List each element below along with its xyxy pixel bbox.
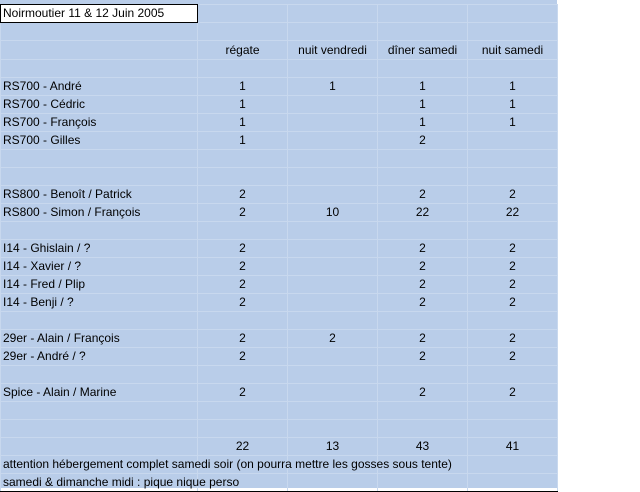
value-cell[interactable] bbox=[468, 420, 558, 438]
title-row bbox=[1, 5, 558, 23]
cell[interactable] bbox=[468, 474, 558, 492]
value-cell[interactable]: 1 bbox=[288, 78, 378, 96]
table-row bbox=[1, 114, 558, 132]
value-cell[interactable]: 22 bbox=[378, 204, 468, 222]
table-row bbox=[1, 258, 558, 276]
row-label[interactable]: RS700 - François bbox=[1, 114, 198, 132]
value-cell[interactable]: 2 bbox=[288, 330, 378, 348]
value-cell[interactable] bbox=[288, 186, 378, 204]
value-cell[interactable] bbox=[198, 312, 288, 330]
note-row bbox=[1, 474, 558, 492]
cell[interactable] bbox=[1, 23, 198, 41]
value-cell[interactable]: 1 bbox=[378, 78, 468, 96]
cell[interactable] bbox=[198, 5, 288, 23]
value-cell[interactable]: 2 bbox=[468, 258, 558, 276]
row-label[interactable] bbox=[1, 420, 198, 438]
value-cell[interactable] bbox=[198, 150, 288, 168]
value-cell[interactable]: 41 bbox=[468, 438, 558, 456]
title-cell[interactable]: Noirmoutier 11 & 12 Juin 2005 bbox=[1, 5, 198, 23]
row-label[interactable] bbox=[1, 312, 198, 330]
value-cell[interactable]: 2 bbox=[378, 330, 468, 348]
value-cell[interactable] bbox=[288, 420, 378, 438]
table-row bbox=[1, 240, 558, 258]
value-cell[interactable]: 2 bbox=[378, 384, 468, 402]
note-row bbox=[1, 456, 558, 474]
value-cell[interactable] bbox=[378, 222, 468, 240]
value-cell[interactable] bbox=[378, 168, 468, 186]
value-cell[interactable]: 1 bbox=[198, 114, 288, 132]
row-label[interactable]: RS700 - Gilles bbox=[1, 132, 198, 150]
spreadsheet-grid bbox=[0, 4, 558, 492]
value-cell[interactable] bbox=[468, 168, 558, 186]
row-label[interactable]: 29er - Alain / François bbox=[1, 330, 198, 348]
value-cell[interactable] bbox=[378, 60, 468, 78]
row-label[interactable] bbox=[1, 222, 198, 240]
value-cell[interactable]: 1 bbox=[198, 78, 288, 96]
value-cell[interactable]: 2 bbox=[198, 186, 288, 204]
value-cell[interactable] bbox=[288, 150, 378, 168]
value-cell[interactable] bbox=[468, 132, 558, 150]
value-cell[interactable]: 2 bbox=[198, 276, 288, 294]
value-cell[interactable] bbox=[198, 420, 288, 438]
value-cell[interactable]: 2 bbox=[378, 186, 468, 204]
value-cell[interactable]: 2 bbox=[198, 330, 288, 348]
value-cell[interactable]: 1 bbox=[378, 96, 468, 114]
value-cell[interactable] bbox=[378, 366, 468, 384]
value-cell[interactable] bbox=[198, 168, 288, 186]
table-row bbox=[1, 204, 558, 222]
table-row bbox=[1, 60, 558, 78]
value-cell[interactable] bbox=[288, 402, 378, 420]
value-cell[interactable] bbox=[288, 348, 378, 366]
cell[interactable] bbox=[468, 23, 558, 41]
table-row bbox=[1, 78, 558, 96]
table-row bbox=[1, 384, 558, 402]
value-cell[interactable]: 2 bbox=[378, 294, 468, 312]
value-cell[interactable]: 2 bbox=[198, 384, 288, 402]
value-cell[interactable]: 2 bbox=[378, 348, 468, 366]
table-row bbox=[1, 186, 558, 204]
table-row bbox=[1, 132, 558, 150]
value-cell[interactable]: 2 bbox=[468, 276, 558, 294]
value-cell[interactable]: 2 bbox=[468, 294, 558, 312]
value-cell[interactable]: 2 bbox=[378, 240, 468, 258]
value-cell[interactable]: 1 bbox=[468, 78, 558, 96]
row-label[interactable] bbox=[1, 168, 198, 186]
value-cell[interactable]: 10 bbox=[288, 204, 378, 222]
row-label[interactable]: RS800 - Simon / François bbox=[1, 204, 198, 222]
value-cell[interactable] bbox=[468, 312, 558, 330]
row-label[interactable]: RS800 - Benoît / Patrick bbox=[1, 186, 198, 204]
table-row bbox=[1, 150, 558, 168]
row-label[interactable] bbox=[1, 438, 198, 456]
value-cell[interactable] bbox=[378, 150, 468, 168]
value-cell[interactable]: 2 bbox=[378, 276, 468, 294]
value-cell[interactable]: 2 bbox=[198, 204, 288, 222]
header-row bbox=[1, 41, 558, 60]
value-cell[interactable]: 2 bbox=[198, 294, 288, 312]
cell[interactable] bbox=[378, 5, 468, 23]
row-label[interactable] bbox=[1, 60, 198, 78]
value-cell[interactable]: 2 bbox=[468, 348, 558, 366]
cell[interactable] bbox=[198, 23, 288, 41]
value-cell[interactable] bbox=[288, 312, 378, 330]
value-cell[interactable] bbox=[468, 222, 558, 240]
row-label[interactable]: I14 - Fred / Plip bbox=[1, 276, 198, 294]
value-cell[interactable] bbox=[288, 168, 378, 186]
table-row bbox=[1, 438, 558, 456]
value-cell[interactable] bbox=[288, 222, 378, 240]
table-row bbox=[1, 222, 558, 240]
note-cell[interactable]: samedi & dimanche midi : pique nique perso bbox=[1, 474, 198, 492]
value-cell[interactable]: 2 bbox=[378, 258, 468, 276]
row-label[interactable] bbox=[1, 366, 198, 384]
cell[interactable] bbox=[288, 5, 378, 23]
value-cell[interactable] bbox=[288, 294, 378, 312]
header-diner-samedi[interactable]: dîner samedi bbox=[378, 41, 468, 60]
value-cell[interactable]: 43 bbox=[378, 438, 468, 456]
value-cell[interactable]: 1 bbox=[198, 96, 288, 114]
value-cell[interactable] bbox=[198, 402, 288, 420]
value-cell[interactable] bbox=[198, 222, 288, 240]
value-cell[interactable] bbox=[288, 276, 378, 294]
value-cell[interactable]: 1 bbox=[468, 96, 558, 114]
table-row bbox=[1, 330, 558, 348]
header-nuit-samedi[interactable]: nuit samedi bbox=[468, 41, 558, 60]
value-cell[interactable] bbox=[378, 312, 468, 330]
value-cell[interactable] bbox=[288, 240, 378, 258]
value-cell[interactable]: 1 bbox=[468, 114, 558, 132]
value-cell[interactable] bbox=[288, 96, 378, 114]
table-row bbox=[1, 294, 558, 312]
value-cell[interactable]: 2 bbox=[198, 348, 288, 366]
table-row bbox=[1, 366, 558, 384]
cell[interactable] bbox=[468, 456, 558, 474]
value-cell[interactable] bbox=[288, 366, 378, 384]
cell[interactable] bbox=[288, 23, 378, 41]
row-label[interactable] bbox=[1, 402, 198, 420]
value-cell[interactable]: 22 bbox=[198, 438, 288, 456]
value-cell[interactable] bbox=[288, 60, 378, 78]
value-cell[interactable]: 2 bbox=[468, 240, 558, 258]
row-label[interactable]: 29er - André / ? bbox=[1, 348, 198, 366]
row-label[interactable]: Spice - Alain / Marine bbox=[1, 384, 198, 402]
table-row bbox=[1, 402, 558, 420]
value-cell[interactable] bbox=[378, 420, 468, 438]
value-cell[interactable] bbox=[468, 150, 558, 168]
header-nuit-vendredi[interactable]: nuit vendredi bbox=[288, 41, 378, 60]
value-cell[interactable]: 22 bbox=[468, 204, 558, 222]
value-cell[interactable]: 2 bbox=[198, 240, 288, 258]
cell[interactable] bbox=[1, 41, 198, 60]
value-cell[interactable] bbox=[468, 402, 558, 420]
header-regate[interactable]: régate bbox=[198, 41, 288, 60]
cell[interactable] bbox=[378, 23, 468, 41]
value-cell[interactable]: 13 bbox=[288, 438, 378, 456]
value-cell[interactable] bbox=[198, 366, 288, 384]
table-row bbox=[1, 276, 558, 294]
value-cell[interactable]: 2 bbox=[198, 258, 288, 276]
value-cell[interactable]: 2 bbox=[468, 384, 558, 402]
row-label[interactable]: I14 - Xavier / ? bbox=[1, 258, 198, 276]
table-row bbox=[1, 348, 558, 366]
row-label[interactable]: RS700 - André bbox=[1, 78, 198, 96]
row-label[interactable] bbox=[1, 150, 198, 168]
row-label[interactable]: RS700 - Cédric bbox=[1, 96, 198, 114]
value-cell[interactable] bbox=[288, 258, 378, 276]
value-cell[interactable]: 1 bbox=[378, 114, 468, 132]
value-cell[interactable]: 2 bbox=[468, 330, 558, 348]
value-cell[interactable]: 2 bbox=[378, 132, 468, 150]
table-row bbox=[1, 312, 558, 330]
row-label[interactable]: I14 - Ghislain / ? bbox=[1, 240, 198, 258]
table-row bbox=[1, 168, 558, 186]
empty-row bbox=[1, 23, 558, 41]
value-cell[interactable] bbox=[468, 60, 558, 78]
value-cell[interactable] bbox=[288, 114, 378, 132]
cell[interactable] bbox=[468, 5, 558, 23]
cell[interactable] bbox=[378, 474, 468, 492]
value-cell[interactable] bbox=[468, 366, 558, 384]
value-cell[interactable] bbox=[378, 402, 468, 420]
value-cell[interactable] bbox=[288, 384, 378, 402]
value-cell[interactable]: 2 bbox=[468, 186, 558, 204]
value-cell[interactable] bbox=[288, 132, 378, 150]
cell[interactable] bbox=[288, 474, 378, 492]
table-row bbox=[1, 420, 558, 438]
value-cell[interactable] bbox=[198, 60, 288, 78]
table-row bbox=[1, 96, 558, 114]
row-label[interactable]: I14 - Benji / ? bbox=[1, 294, 198, 312]
value-cell[interactable]: 1 bbox=[198, 132, 288, 150]
note-cell[interactable]: attention hébergement complet samedi soir (on pourra mettre les gosses sous tente) bbox=[1, 456, 198, 474]
